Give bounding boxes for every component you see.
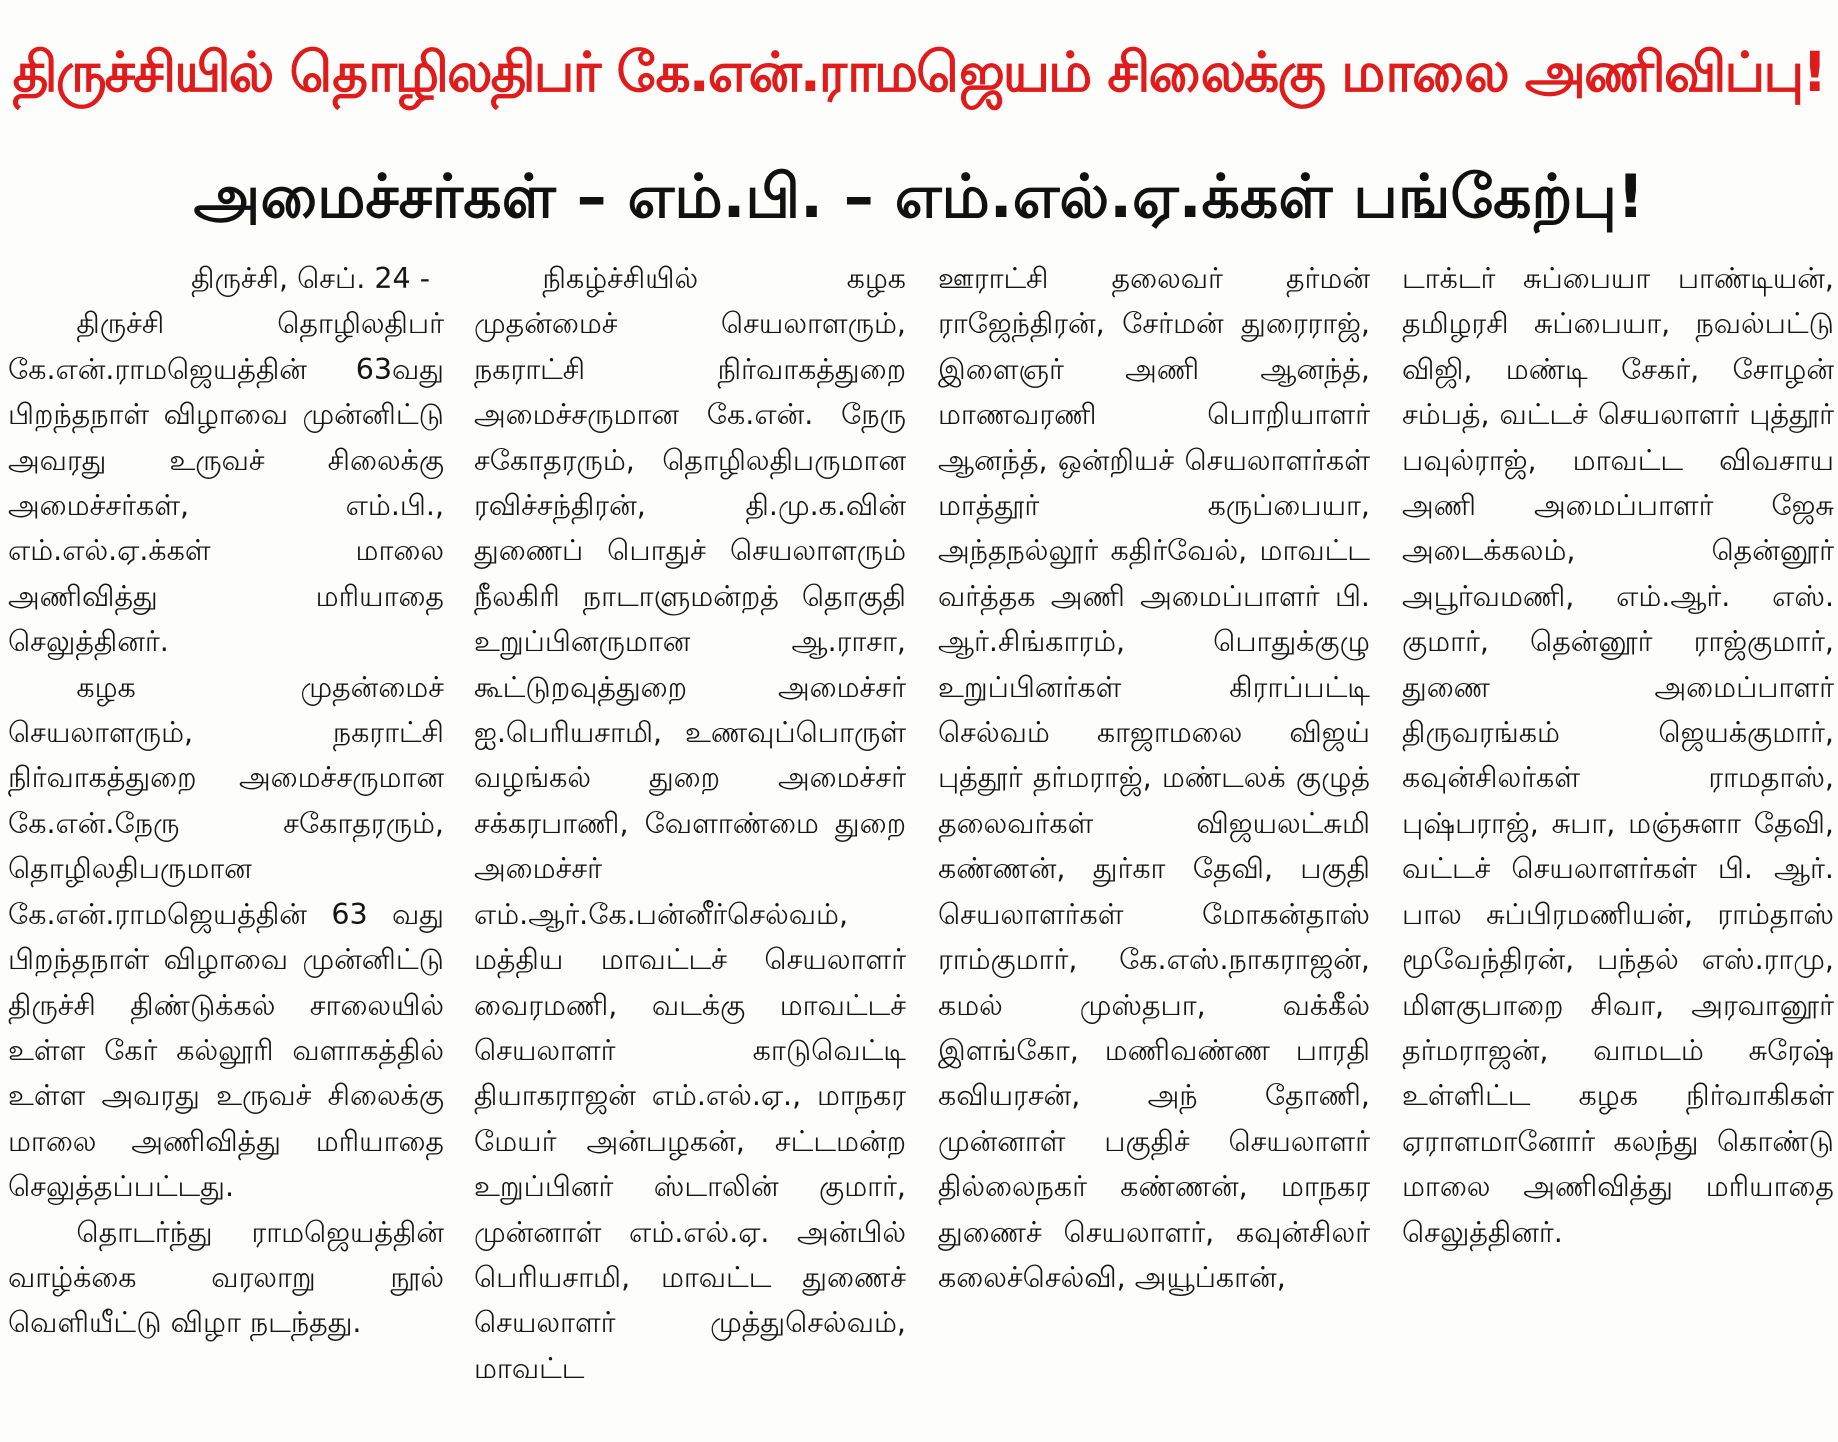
article-column-3 bbox=[938, 256, 1370, 1436]
paragraph: திருச்சி தொழிலதிபர் கே.என்.ராமஜெயத்தின் 63வது பிறந்தநாள் விழாவை முன்னிட்டு அவரது உருவச் சிலைக்கு அமைச்சர்கள், எம்.பி., எம்.எல்.ஏ.க்கள் மாலை அணிவித்து மரியாதை செலுத்தினர். bbox=[8, 307, 444, 659]
paragraph: கழக முதன்மைச் செயலாளரும், நகராட்சி நிர்வாகத்துறை அமைச்சருமான கே.என்.நேரு சகோதரரும், தொழிலதிபருமான கே.என்.ராமஜெயத்தின் 63 வது பிறந்தநாள் விழாவை முன்னிட்டு திருச்சி திண்டுக்கல் சாலையில் உள்ள கேர் கல்லூரி வளாகத்தில் உள்ள அவரது உருவச் சிலைக்கு மாலை அணிவித்து மரியாதை செலுத்தப்பட்டது. bbox=[8, 670, 444, 1204]
paragraph: ஊராட்சி தலைவர் தர்மன் ராஜேந்திரன், சேர்மன் துரைராஜ், இளைஞர் அணி ஆனந்த், மாணவரணி பொறியாளர் ஆனந்த், ஒன்றியச் செயலாளர்கள் மாத்தூர் கருப்பையா, அந்தநல்லூர் கதிர்வேல், மாவட்ட வர்த்தக அணி அமைப்பாளர் பி. ஆர்.சிங்காரம், பொதுக்குழு உறுப்பினர்கள் கிராப்பட்டி செல்வம் காஜாமலை விஜய் புத்தூர் தர்மராஜ், மண்டலக் குழுத் தலைவர்கள் விஜயலட்சுமி கண்ணன், துர்கா தேவி, பகுதி செயலாளர்கள் மோகன்தாஸ் ராம்குமார், கே.எஸ்.நாகராஜன், கமல் முஸ்தபா, வக்கீல் இளங்கோ, மணிவண்ண பாரதி கவியரசன், அந் தோணி, முன்னாள் பகுதிச் செயலாளர் தில்லைநகர் கண்ணன், மாநகர துணைச் செயலாளர், கவுன்சிலர் கலைச்செல்வி, அயூப்கான், bbox=[938, 262, 1370, 1294]
subheadline: அமைச்சர்கள் – எம்.பி. – எம்.எல்.ஏ.க்கள் பங்கேற்பு! bbox=[193, 162, 1645, 232]
paragraph: தொடர்ந்து ராமஜெயத்தின் வாழ்க்கை வரலாறு நூல் வெளியீட்டு விழா நடந்தது. bbox=[8, 1215, 444, 1340]
article-body bbox=[8, 256, 1834, 1436]
dateline: திருச்சி, செப். 24 - bbox=[191, 262, 430, 295]
headline bbox=[0, 0, 1838, 152]
article-column-2 bbox=[474, 256, 906, 1436]
paragraph: டாக்டர் சுப்பையா பாண்டியன், தமிழரசி சுப்பையா, நவல்பட்டு விஜி, மண்டி சேகர், சோழன் சம்பத், வட்டச் செயலாளர் புத்தூர் பவுல்ராஜ், மாவட்ட விவசாய அணி அமைப்பாளர் ஜேசு அடைக்கலம், தென்னூர் அபூர்வமணி, எம்.ஆர். எஸ். குமார், தென்னூர் ராஜ்குமார், துணை அமைப்பாளர் திருவரங்கம் ஜெயக்குமார், கவுன்சிலர்கள் ராமதாஸ், புஷ்பராஜ், சுபா, மஞ்சுளா தேவி, வட்டச் செயலாளர்கள் பி. ஆர். பால சுப்பிரமணியன், ராம்தாஸ் மூவேந்திரன், பந்தல் எஸ்.ராமு, மிளகுபாறை சிவா, அரவானூர் தர்மராஜன், வாமடம் சுரேஷ் உள்ளிட்ட கழக நிர்வாகிகள் ஏராளமானோர் கலந்து கொண்டு மாலை அணிவித்து மரியாதை செலுத்தினர். bbox=[1402, 262, 1834, 1249]
article-column-1 bbox=[8, 256, 444, 1436]
article-column-4 bbox=[1402, 256, 1834, 1436]
headline-text: திருச்சியில் தொழிலதிபர் கே.என்.ராமஜெயம் சிலைக்கு மாலை அணிவிப்பு! bbox=[12, 40, 1826, 104]
paragraph: நிகழ்ச்சியில் கழக முதன்மைச் செயலாளரும், நகராட்சி நிர்வாகத்துறை அமைச்சருமான கே.என். நேரு சகோதரரும், தொழிலதிபருமான ரவிச்சந்திரன், தி.மு.க.வின் துணைப் பொதுச் செயலாளரும் நீலகிரி நாடாளுமன்றத் தொகுதி உறுப்பினருமான ஆ.ராசா, கூட்டுறவுத்துறை அமைச்சர் ஐ.பெரியசாமி, உணவுப்பொருள் வழங்கல் துறை அமைச்சர் சக்கரபாணி, வேளாண்மை துறை அமைச்சர் எம்.ஆர்.கே.பன்னீர்செல்வம், மத்திய மாவட்டச் செயலாளர் வைரமணி, வடக்கு மாவட்டச் செயலாளர் காடுவெட்டி தியாகராஜன் எம்.எல்.ஏ., மாநகர மேயர் அன்பழகன், சட்டமன்ற உறுப்பினர் ஸ்டாலின் குமார், முன்னாள் எம்.எல்.ஏ. அன்பில் பெரியசாமி, மாவட்ட துணைச் செயலாளர் முத்துசெல்வம், மாவட்ட bbox=[474, 262, 906, 1385]
